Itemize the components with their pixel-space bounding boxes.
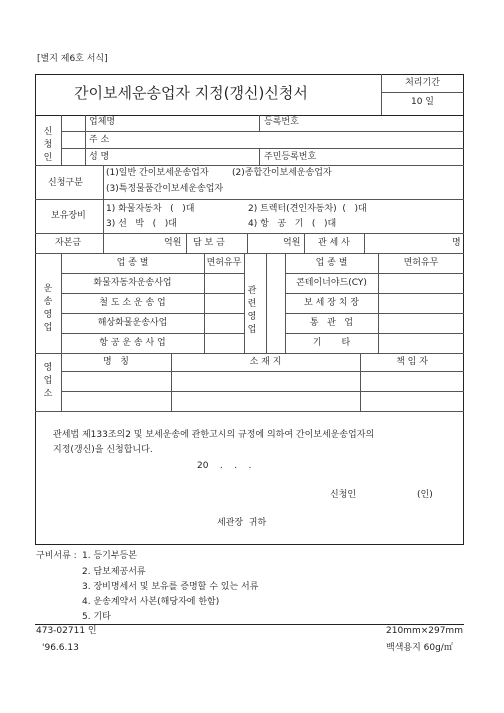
form-label: [별지 제6호 서식] [37, 54, 108, 64]
name-label: 성 명 [89, 152, 110, 162]
form-date: '96.6.13 [42, 643, 79, 653]
transport-business-section-label: 운송영업 [43, 284, 53, 334]
application-date: 20 . . . [197, 461, 252, 471]
office-col-name: 명 칭 [103, 357, 129, 367]
business-row-sea: 해상화물운송사업 [97, 318, 168, 328]
document-item-1: 1. 등기부등본 [82, 551, 137, 561]
form-code: 473-02711 인 [36, 626, 97, 636]
paper-size: 210mm×297mm [386, 626, 463, 636]
business-name-label: 업체명 [89, 117, 116, 127]
paper-type: 백색용지 60g/㎡ [386, 643, 453, 653]
applicant-section-label: 신청인 [43, 127, 53, 164]
processing-label: 처리기간 [405, 78, 440, 88]
office-col-manager: 책 임 자 [396, 357, 428, 367]
col-license: 면허유무 [206, 258, 242, 268]
equipment-tractor: 2) 트렉터(견인자동차) ( )대 [248, 204, 367, 214]
resident-no-label: 주민등록번호 [264, 152, 317, 162]
equipment-ship: 3) 선 박 ( )대 [106, 219, 177, 229]
application-type-opt2: (2)종합간이보세운송업자 [232, 168, 332, 178]
application-type-opt1: (1)일반 간이보세운송업자 [106, 168, 209, 178]
col-business-type: 업 종 별 [116, 258, 149, 268]
equipment-truck: 1) 화물자동차 ( )대 [106, 204, 195, 214]
office-section-label: 영업소 [43, 363, 53, 400]
related-row-other: 기 타 [312, 338, 351, 348]
collateral-label: 담 보 금 [193, 238, 225, 248]
col-license-related: 면허유무 [403, 258, 439, 268]
document-item-5: 5. 기타 [82, 612, 111, 622]
office-col-location: 소 재 지 [249, 357, 282, 367]
related-row-customs: 통 관 업 [309, 318, 354, 328]
related-row-cy: 콘테이너야드(CY) [296, 278, 367, 288]
seal-mark: (인) [417, 490, 433, 500]
document-item-2: 2. 담보제공서류 [82, 567, 146, 577]
business-row-truck: 화물자동차운송사업 [93, 278, 172, 288]
statement-line2: 지정(갱신)을 신청합니다. [53, 445, 153, 455]
customs-broker-label: 관 세 사 [318, 238, 350, 248]
documents-label: 구비서류 : [36, 551, 77, 561]
document-item-3: 3. 장비명세서 및 보유를 증명할 수 있는 서류 [82, 582, 259, 592]
processing-value: 10 일 [410, 97, 434, 107]
application-type-label: 신청구분 [48, 178, 83, 188]
capital-unit: 억원 [164, 238, 182, 248]
document-item-4: 4. 운송계약서 사본(해당자에 한함) [82, 597, 220, 607]
addressee: 세관장 귀하 [217, 518, 267, 528]
form-title: 간이보세운송업자 지정(갱신)신청서 [74, 84, 308, 102]
business-row-rail: 철 도 소 운 송 업 [99, 298, 166, 308]
equipment-label: 보유장비 [51, 211, 86, 221]
capital-label: 자본금 [55, 238, 82, 248]
application-type-opt3: (3)특정물품간이보세운송업자 [106, 184, 224, 194]
signature-applicant-label: 신청인 [330, 490, 357, 500]
collateral-unit: 억원 [283, 238, 301, 248]
related-business-section-label: 관련영업 [247, 286, 257, 336]
business-row-air: 항 공 운 송 사 업 [99, 338, 166, 348]
customs-broker-unit: 명 [452, 238, 461, 248]
address-label: 주 소 [89, 135, 110, 145]
statement-line1: 관세법 제133조의2 및 보세운송에 관한고시의 규정에 의하여 간이보세운송업자의 [53, 430, 375, 440]
equipment-aircraft: 4) 항 공 기 ( )대 [248, 219, 337, 229]
related-row-bonded: 보 세 장 치 장 [304, 298, 359, 308]
registration-no-label: 등록번호 [264, 117, 299, 127]
col-business-type-related: 업 종 별 [315, 258, 348, 268]
